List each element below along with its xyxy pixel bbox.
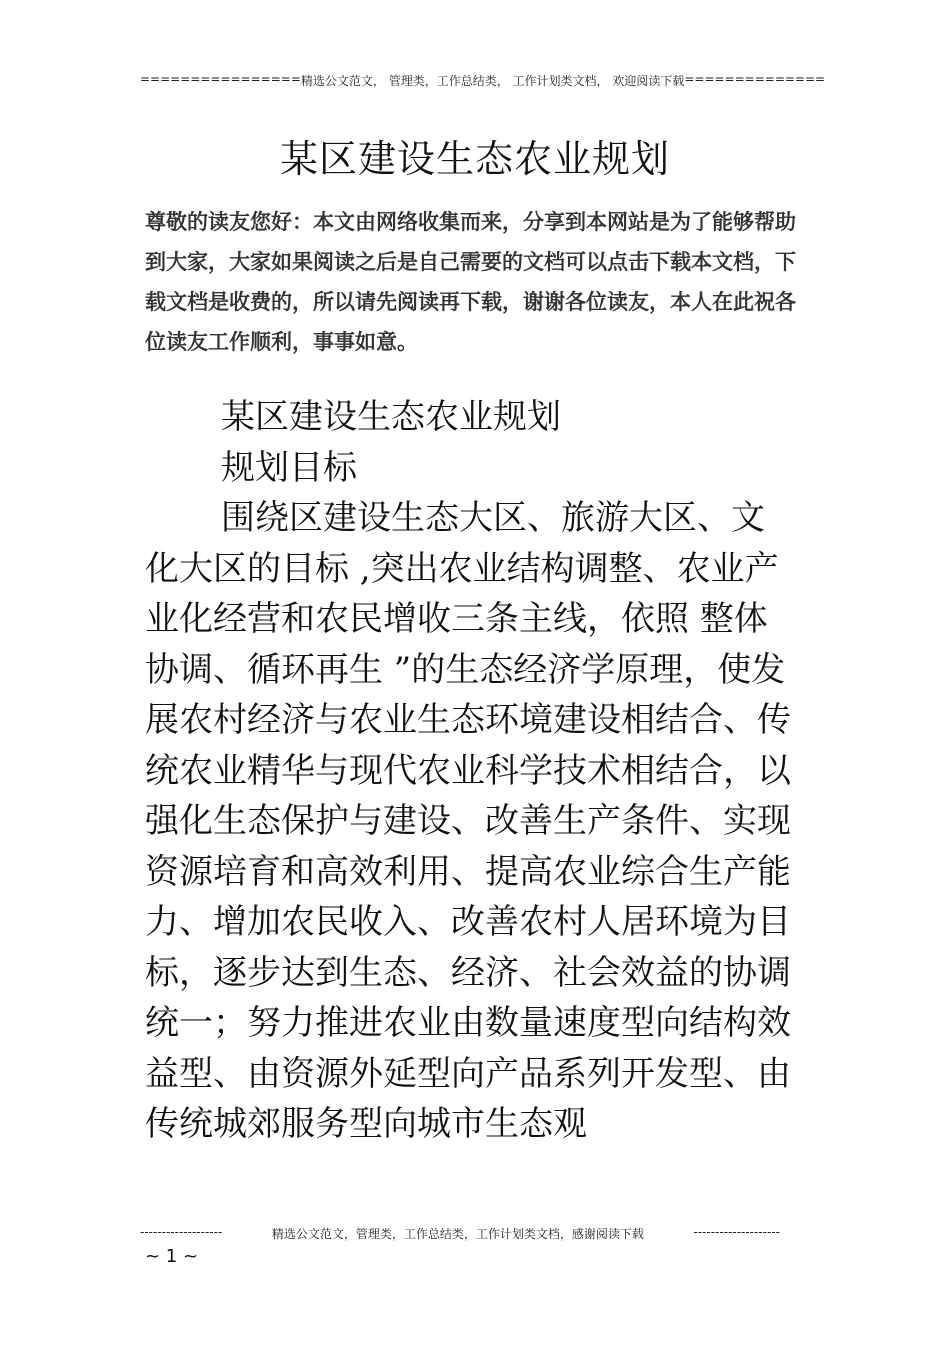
page-number: ~ 1 ~ (145, 1246, 199, 1267)
page-header (140, 72, 826, 89)
document-body (145, 392, 795, 1150)
footer-right-rule: -------------------- (693, 1225, 780, 1239)
body-heading: 某区建设生态农业规划 (221, 397, 561, 437)
page-footer (140, 1225, 780, 1242)
header-right-rule: ============== (684, 72, 826, 86)
footer-left-rule: ------------------- (140, 1225, 223, 1239)
body-subheading: 规划目标 (221, 447, 357, 488)
footer-text: 精选公文范文，管理类，工作总结类，工作计划类文档，感谢阅读下载 (271, 1227, 644, 1241)
header-left-rule: ================ (140, 72, 301, 86)
document-title: 某区建设生态农业规划 (279, 137, 670, 181)
header-text: 精选公文范文， 管理类，工作总结类， 工作计划类文档， 欢迎阅读下载 (300, 74, 685, 88)
reader-notice: 尊敬的读友您好：本文由网络收集而来，分享到本网站是为了能够帮助到大家，大家如果阅读之后是自己需要的文档可以点击下载本文档，下载文档是收费的，所以请先阅读再下载，谢谢各位读友，本人在此祝各位读友工作顺利，事事如意。 (145, 210, 796, 354)
body-paragraph: 围绕区建设生态大区、旅游大区、文化大区的目标 ,突出农业结构调整、农业产业化经营和农民增收三条主线，依照 整体协调、循环再生 ”的生态经济学原理，使发展农村经济与农业生态环境建设相结合、传统农业精华与现代农业科学技术相结合，以强化生态保护与建设、改善生产条件、实现资源培育和高效利用、提高农业综合生产能力、增加农民收入、改善农村人居环境为目标，逐步达到生态、经济、社会效益的协调统一；努力推进农业由数量速度型向结构效益型、由资源外延型向产品系列开发型、由传统城郊服务型向城市生态观 (145, 498, 791, 1144)
